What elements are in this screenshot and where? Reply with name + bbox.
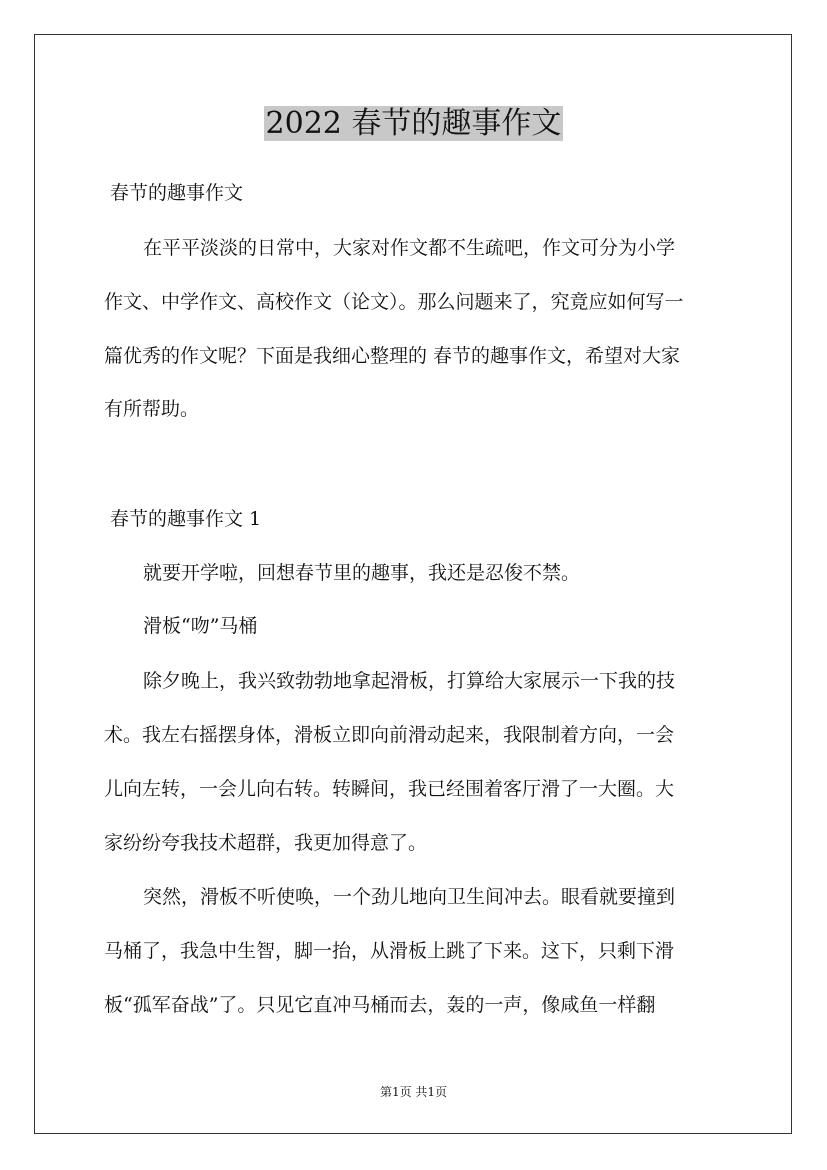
para2-line-2: 马桶了，我急中生智，脚一抬，从滑板上跳了下来。这下，只剩下滑 xyxy=(104,940,675,962)
para1-line-1: 除夕晚上，我兴致勃勃地拿起滑板，打算给大家展示一下我的技 xyxy=(143,670,676,692)
document-title: 2022 春节的趣事作文 xyxy=(265,106,562,141)
para1-line-4: 家纷纷夸我技术超群，我更加得意了。 xyxy=(104,832,428,854)
para2-line-3: 板“孤军奋战”了。只见它直冲马桶而去，轰的一声，像咸鱼一样翻 xyxy=(104,994,656,1016)
intro-line-2: 作文、中学作文、高校作文（论文）。那么问题来了，究竟应如何写一 xyxy=(104,291,684,313)
para2-line-1: 突然，滑板不听使唤，一个劲儿地向卫生间冲去。眼看就要撞到 xyxy=(143,886,676,908)
section-heading: 春节的趣事作文 1 xyxy=(110,508,262,530)
para1-line-3: 儿向左转，一会儿向右转。转瞬间，我已经围着客厅滑了一大圈。大 xyxy=(104,778,675,800)
page-footer: 第1页 共1页 xyxy=(379,1085,448,1099)
opening-line: 就要开学啦，回想春节里的趣事，我还是忍俊不禁。 xyxy=(143,562,581,584)
intro-line-1: 在平平淡淡的日常中，大家对作文都不生疏吧，作文可分为小学 xyxy=(143,237,676,259)
sub-heading: 滑板“吻”马桶 xyxy=(143,615,258,637)
para1-line-2: 术。我左右摇摆身体，滑板立即向前滑动起来，我限制着方向，一会 xyxy=(104,724,675,746)
intro-line-4: 有所帮助。 xyxy=(104,398,200,420)
intro-line-3: 篇优秀的作文呢？下面是我细心整理的 春节的趣事作文，希望对大家 xyxy=(104,345,681,367)
subtitle: 春节的趣事作文 xyxy=(110,182,244,204)
